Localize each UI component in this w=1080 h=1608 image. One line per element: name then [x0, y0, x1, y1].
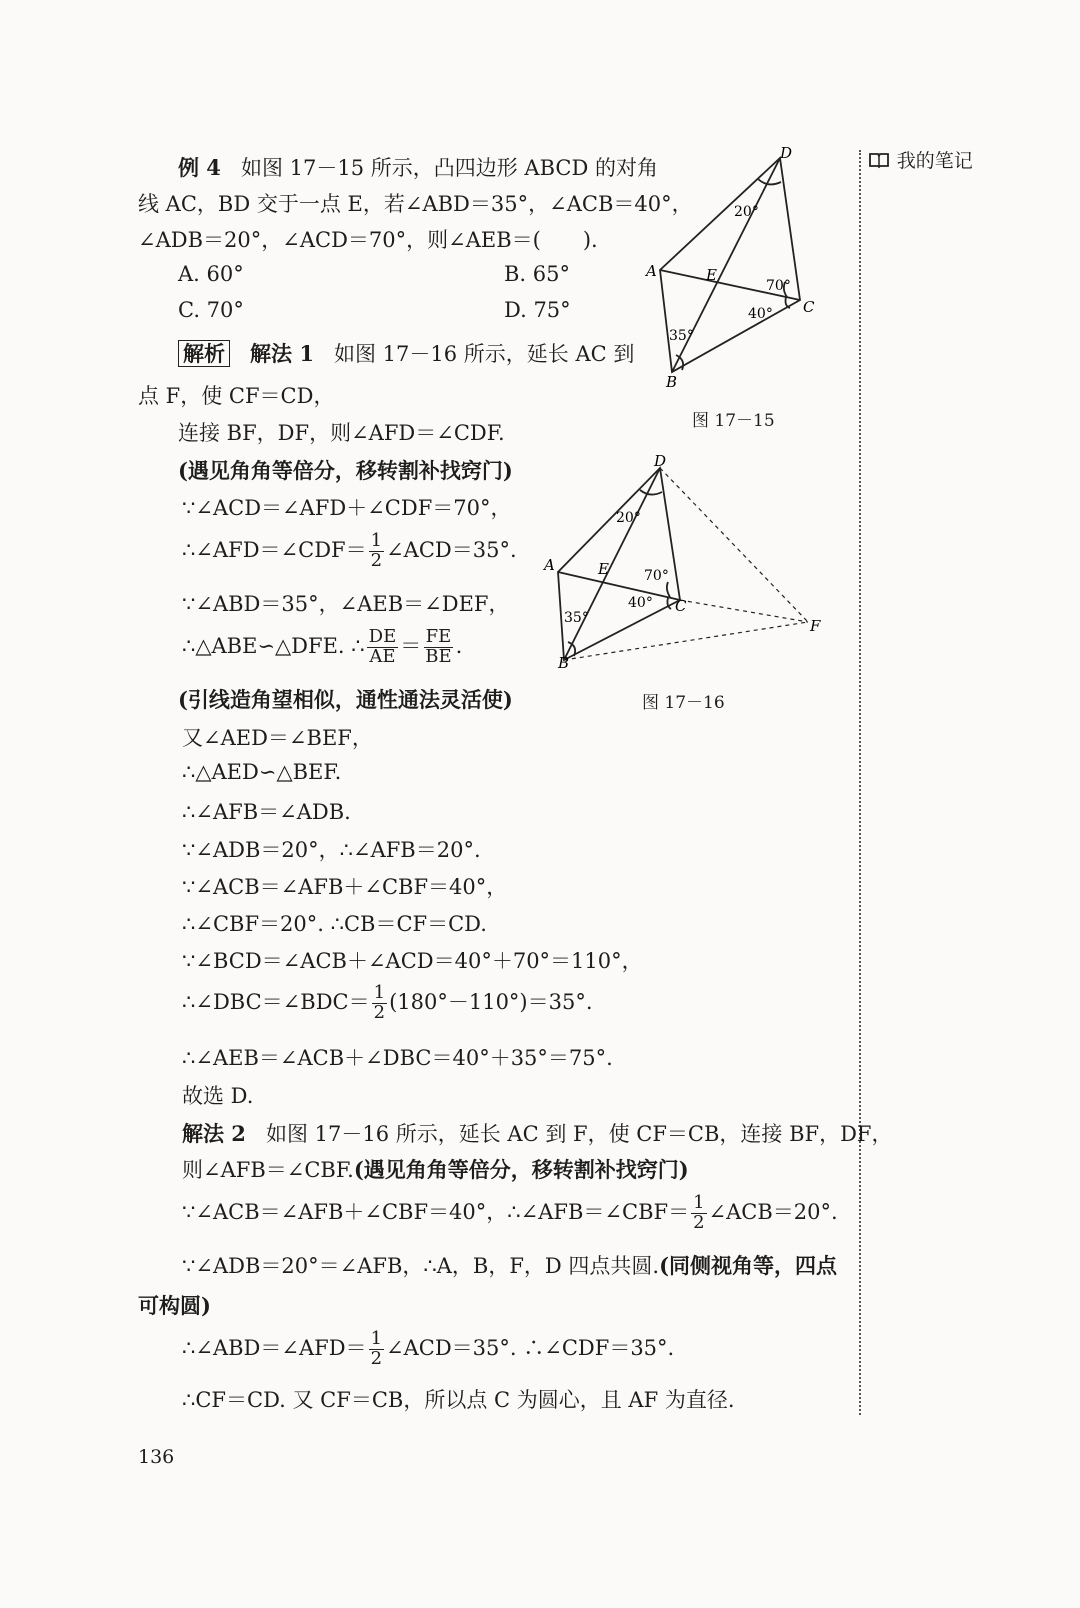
angle-label-d: 20°: [616, 510, 641, 526]
label-b: B: [666, 373, 678, 391]
fraction-fe-be: [423, 628, 453, 667]
solution-line-15-a: ∴∠DBC＝∠BDC＝: [182, 989, 370, 1014]
method-1-text: 如图 17－16 所示，延长 AC 到: [334, 342, 635, 366]
segment-cf-dashed: [680, 600, 808, 622]
fraction-num: 1: [693, 1192, 705, 1213]
fraction-half: [372, 984, 387, 1023]
angle-arc-c-bottom: [667, 598, 671, 609]
solution-line-3: 连接 BF，DF，则∠AFD＝∠CDF.: [178, 421, 505, 445]
example-title: 例 4: [178, 155, 221, 180]
method-2-line-2: [182, 1154, 689, 1184]
solution-line-1: [178, 338, 634, 368]
solution-line-9: ∴△AED∽△BEF.: [182, 760, 342, 784]
method-2-line-4-a: ∵∠ADB＝20°＝∠AFB，∴A，B，F，D 四点共圆.: [182, 1254, 660, 1278]
problem-line-3: ∠ADB＝20°，∠ACD＝70°，则∠AEB＝( ).: [138, 228, 598, 252]
solution-line-10: ∴∠AFB＝∠ADB.: [182, 800, 351, 824]
label-a: A: [646, 262, 657, 280]
fraction-den: 2: [693, 1211, 705, 1233]
label-d: D: [780, 144, 793, 162]
fraction-num: 1: [370, 1328, 383, 1349]
solution-line-6: ∵∠ABD＝35°，∠AEB＝∠DEF，: [182, 592, 510, 616]
page-number: 136: [138, 1446, 175, 1468]
angle-label-c-top: 70°: [644, 568, 669, 584]
label-f: F: [810, 617, 821, 635]
method-2-line-3-a: ∵∠ACB＝∠AFB＋∠CBF＝40°，∴∠AFB＝∠CBF＝: [182, 1199, 690, 1224]
solution-line-11: ∵∠ADB＝20°，∴∠AFB＝20°.: [182, 838, 481, 862]
label-a: A: [544, 556, 555, 574]
label-c: C: [803, 298, 815, 316]
angle-label-c-bottom: 40°: [748, 306, 773, 322]
label-e: E: [706, 266, 717, 284]
hint-4-a: (同侧视角等，四点: [659, 1253, 838, 1278]
fraction-den: 2: [370, 1347, 383, 1369]
equals-sign: ＝: [400, 633, 422, 658]
figure-17-16: [540, 450, 830, 676]
angle-label-c-bottom: 40°: [628, 595, 653, 611]
label-e: E: [598, 560, 609, 578]
diagonal-bd: [564, 468, 660, 660]
option-a: A. 60°: [178, 262, 244, 286]
angle-arc-c-top: [667, 582, 670, 597]
angle-label-c-top: 70°: [766, 278, 791, 294]
solution-line-5-a: ∴∠AFD＝∠CDF＝: [182, 537, 367, 562]
notes-header: [868, 146, 973, 173]
fraction-half: [369, 1330, 384, 1369]
hint-1: (遇见角角等倍分，移转割补找窍门): [178, 458, 513, 483]
method-2-line-2-a: 则∠AFB＝∠CBF.: [182, 1158, 354, 1182]
notes-divider: [859, 150, 861, 1415]
angle-label-b: 35°: [669, 328, 694, 344]
method-2-line-5: [182, 1330, 674, 1369]
option-b: B. 65°: [504, 262, 571, 286]
hint-2: (引线造角望相似，通性通法灵活使): [178, 687, 513, 712]
solution-line-4: ∵∠ACD＝∠AFD＋∠CDF＝70°，: [182, 496, 512, 520]
solution-line-5: [182, 532, 517, 571]
fraction-num: 1: [370, 530, 383, 551]
solution-line-17: 故选 D.: [182, 1084, 254, 1108]
solution-line-7: [182, 628, 462, 667]
fraction-half: [369, 532, 384, 571]
hint-3: (遇见角角等倍分，移转割补找窍门): [353, 1157, 689, 1182]
option-c: C. 70°: [178, 298, 244, 322]
figure-17-15-caption: 图 17－15: [692, 411, 775, 431]
solution-line-7-a: ∴△ABE∽△DFE. ∴: [182, 633, 365, 658]
fraction-den: AE: [369, 645, 396, 667]
method-2-line-3: [182, 1194, 838, 1233]
method-2-line-1: [182, 1118, 893, 1148]
method-1-title: 解法 1: [250, 341, 314, 366]
notes-label: 我的笔记: [896, 150, 973, 172]
problem-line-2: 线 AC，BD 交于一点 E，若∠ABD＝35°，∠ACB＝40°，: [138, 192, 693, 216]
solution-line-16: ∴∠AEB＝∠ACB＋∠DBC＝40°＋35°＝75°.: [182, 1046, 613, 1070]
method-2-title: 解法 2: [182, 1121, 246, 1146]
method-2-line-4: [182, 1250, 837, 1280]
figure-17-16-caption: 图 17－16: [642, 693, 725, 713]
solution-line-13: ∴∠CBF＝20°. ∴CB＝CF＝CD.: [182, 912, 487, 936]
method-2-line-3-b: ∠ACB＝20°.: [708, 1199, 838, 1224]
analysis-tag: 解析: [178, 340, 230, 367]
solution-line-5-b: ∠ACD＝35°.: [386, 537, 517, 562]
method-2-line-5-a: ∴∠ABD＝∠AFD＝: [182, 1335, 367, 1360]
label-b: B: [558, 654, 570, 672]
fraction-den: 2: [370, 549, 383, 571]
fraction-half: [691, 1194, 706, 1233]
period: .: [455, 633, 463, 658]
solution-line-12: ∵∠ACB＝∠AFB＋∠CBF＝40°，: [182, 875, 508, 899]
figure-17-15: [640, 140, 840, 400]
quadrilateral-abcd: [558, 468, 680, 660]
label-c: C: [675, 597, 687, 615]
fraction-num: FE: [425, 626, 452, 647]
solution-line-15-b: (180°－110°)＝35°.: [389, 989, 593, 1014]
solution-line-8: 又∠AED＝∠BEF，: [182, 726, 373, 750]
method-2-line-6: ∴CF＝CD. 又 CF＝CB，所以点 C 为圆心，且 AF 为直径.: [182, 1388, 735, 1412]
fraction-den: 2: [373, 1001, 386, 1023]
problem-line-1: [178, 152, 658, 182]
solution-line-2: 点 F，使 CF＝CD，: [138, 384, 335, 408]
option-d: D. 75°: [504, 298, 571, 322]
method-2-text: 如图 17－16 所示，延长 AC 到 F，使 CF＝CB，连接 BF，DF，: [265, 1122, 893, 1146]
hint-4-b: 可构圆): [138, 1293, 211, 1318]
method-2-line-5-b: ∠ACD＝35°. ∴∠CDF＝35°.: [386, 1335, 675, 1360]
fraction-de-ae: [367, 628, 399, 667]
solution-line-14: ∵∠BCD＝∠ACB＋∠ACD＝40°＋70°＝110°，: [182, 949, 643, 973]
problem-text-1: 如图 17－15 所示，凸四边形 ABCD 的对角: [240, 156, 659, 180]
fraction-den: BE: [425, 645, 452, 667]
fraction-num: 1: [373, 982, 386, 1003]
angle-label-b: 35°: [564, 610, 589, 626]
solution-line-15: [182, 984, 593, 1023]
book-icon: [868, 151, 890, 169]
label-d: D: [654, 452, 667, 470]
fraction-num: DE: [368, 626, 397, 647]
angle-label-d: 20°: [734, 204, 759, 220]
angle-arc-d: [640, 490, 662, 495]
